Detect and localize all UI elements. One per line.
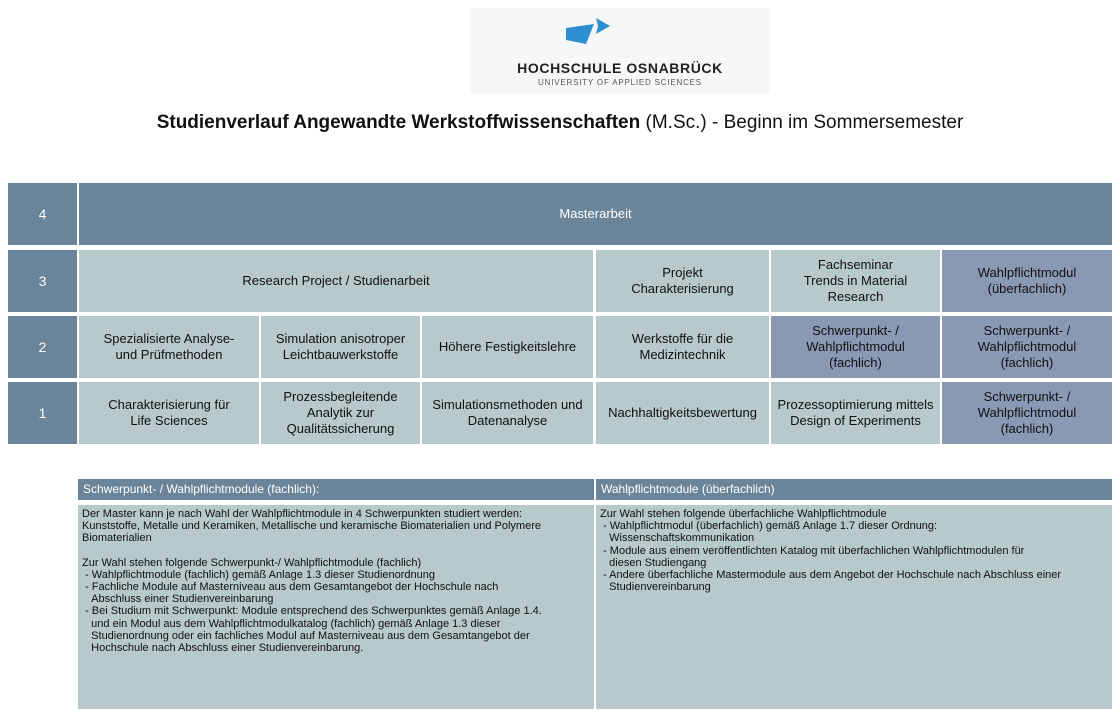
ueberfachlich-panel-body xyxy=(596,505,1112,709)
university-logo xyxy=(470,8,770,93)
module-cell: Schwerpunkt- / Wahlpflichtmodul (fachlich) xyxy=(942,316,1112,378)
semester-1-label: 1 xyxy=(8,382,77,444)
logo-name: HOCHSCHULE OSNABRÜCK xyxy=(517,60,723,76)
module-cell: Werkstoffe für die Medizintechnik xyxy=(596,316,769,378)
semester-3-label: 3 xyxy=(8,250,77,312)
module-cell: Schwerpunkt- / Wahlpflichtmodul (fachlich) xyxy=(942,382,1112,444)
module-cell: Simulationsmethoden und Datenanalyse xyxy=(422,382,593,444)
title-rest: (M.Sc.) - Beginn im Sommersemester xyxy=(640,112,964,133)
fachlich-intro: Der Master kann je nach Wahl der Wahlpflichtmodule in 4 Schwerpunkten studiert werden: Kunststoffe, Metalle und Keramiken, Metallische und keramische Biomaterialien und Polymere Biomaterialien xyxy=(82,508,541,545)
fachlich-panel-body xyxy=(78,505,594,709)
logo-subtitle: UNIVERSITY OF APPLIED SCIENCES xyxy=(538,78,702,87)
projekt-charakterisierung-cell: Projekt Charakterisierung xyxy=(596,250,769,312)
page-title xyxy=(0,112,1120,134)
fachseminar-cell: Fachseminar Trends in Material Research xyxy=(771,250,940,312)
fachlich-options: Zur Wahl stehen folgende Schwerpunkt-/ Wahlpflichtmodule (fachlich) - Wahlpflichtmodule (fachlich) gemäß Anlage 1.3 dieser Studienordnung - Fachliche Module auf Masterniveau aus dem Gesamtangebot der Hochschule nach Abschluss einer Studienvereinbarung - Bei Studium mit Schwerpunkt: Module entsprechend des Schwerpunktes gemäß Anlage 1.4. und ein Modul aus dem Wahlpflichtmodulkatalog (fachlich) gemäß Anlage 1.3 dieser Studienordnung oder ein fachliches Modul auf Masterniveau aus dem Gesamtangebot der Hochschule nach Abschluss einer Studienvereinbarung. xyxy=(82,556,542,655)
module-cell: Nachhaltigkeitsbewertung xyxy=(596,382,769,444)
module-cell: Höhere Festigkeitslehre xyxy=(422,316,593,378)
wahlpflichtmodul-ueberfachlich-cell: Wahlpflichtmodul (überfachlich) xyxy=(942,250,1112,312)
module-cell: Spezialisierte Analyse- und Prüfmethoden xyxy=(79,316,259,378)
logo-mark-icon xyxy=(566,10,674,54)
ueberfachlich-panel-header: Wahlpflichtmodule (überfachlich) xyxy=(596,479,1112,500)
module-cell: Prozessbegleitende Analytik zur Qualitätssicherung xyxy=(261,382,420,444)
module-cell: Prozessoptimierung mittels Design of Experiments xyxy=(771,382,940,444)
module-cell: Charakterisierung für Life Sciences xyxy=(79,382,259,444)
masterarbeit-cell: Masterarbeit xyxy=(79,183,1112,245)
ueberfachlich-options: Zur Wahl stehen folgende überfachliche Wahlpflichtmodule - Wahlpflichtmodul (überfachlich) gemäß Anlage 1.7 dieser Ordnung: Wissenschaftskommunikation - Module aus einem veröffentlichten Katalog mit überfachlichen Wahlpflichtmodulen für diesen Studiengang - Andere überfachliche Mastermodule aus dem Angebot der Hochschule nach Abschluss einer Studienvereinbarung xyxy=(600,508,1062,594)
research-project-cell: Research Project / Studienarbeit xyxy=(79,250,593,312)
module-cell: Schwerpunkt- / Wahlpflichtmodul (fachlich) xyxy=(771,316,940,378)
title-bold: Studienverlauf Angewandte Werkstoffwissenschaften xyxy=(156,112,641,133)
fachlich-panel-header: Schwerpunkt- / Wahlpflichtmodule (fachlich): xyxy=(78,479,594,500)
module-cell: Simulation anisotroper Leichtbauwerkstoffe xyxy=(261,316,420,378)
semester-4-label: 4 xyxy=(8,183,77,245)
semester-2-label: 2 xyxy=(8,316,77,378)
